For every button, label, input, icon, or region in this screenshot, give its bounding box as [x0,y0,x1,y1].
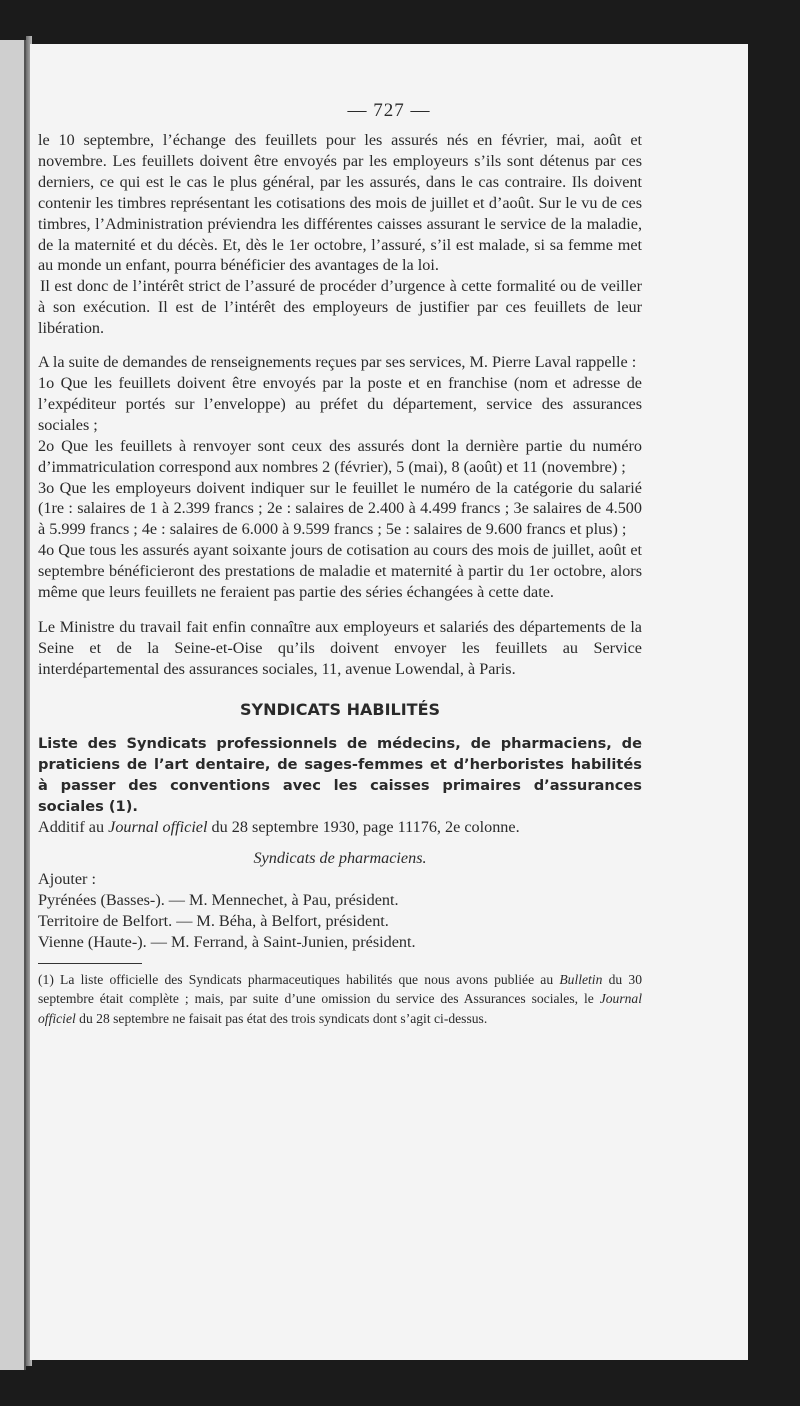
footnote-bulletin: Bulletin [559,972,603,987]
list-item-4: 4o Que tous les assurés ayant soixante jours de cotisation au cours des mois de juillet, août et septembre bénéficieront des prestations de maladie et maternité à partir du 1er octobre, alors même que leurs feuillets ne feraient pas partie des séries échangées à cette date. [38,541,642,602]
footnote-rule [38,963,142,964]
entry-pyrenees: Pyrénées (Basses-). — M. Mennechet, à Pau, président. [38,891,399,910]
body-text [38,130,642,1028]
paragraph-interest: Il est donc de l’intérêt strict de l’assuré de procéder d’urgence à cette formalité ou de veiller à son exécution. Il est de l’intérêt des employeurs de justifier par ces feuillets de leur libération. [38,277,642,338]
footnote-journal: Journal officiel [38,991,642,1026]
list-item-2: 2o Que les feuillets à renvoyer sont ceux des assurés dont la dernière partie du numéro d’immatriculation correspond aux nombres 2 (février), 5 (mai), 8 (août) et 11 (novembre) ; [38,436,642,476]
paragraph-laval-reminder: A la suite de demandes de renseignements reçues par ses services, M. Pierre Laval rappelle : [38,353,637,372]
list-item-3: 3o Que les employeurs doivent indiquer sur le feuillet le numéro de la catégorie du salarié (1re : salaires de 1 à 2.399 francs ; 2e : salaires de 2.400 à 4.499 francs ; 3e salaires de 4.500 à 5.999 francs ; 4e : salaires de 6.000 à 9.599 francs ; 5e : salaires de 9.600 francs et plus) ; [38,478,642,539]
footnote-part3: du 28 septembre ne faisait pas état des trois syndicats dont s’agit ci-dessus. [75,1010,488,1026]
section-intro: Liste des Syndicats professionnels de médecins, de pharmaciens, de praticiens de l’art dentaire, de sages-femmes et d’herboristes habilités à passer des conventions avec les caisses primaires d’assurances sociales (1). [38,734,642,815]
section-heading: SYNDICATS HABILITÉS [239,699,441,719]
additif-prefix: Additif au [38,817,109,836]
paragraph-exchange-dates: le 10 septembre, l’échange des feuillets pour les assurés nés en février, mai, août et novembre. Les feuillets doivent être envoyés par les employeurs s’ils sont détenus par ces derniers, ce qui est le cas le plus général, par les assurés, dans le cas contraire. Ils doivent contenir les timbres représentant les cotisations des mois de juillet et d’août. Sur le vu de ces timbres, l’Administration préviendra les différentes caisses assurant le service de la maladie, de la maternité et du décès. Et, dès le 1er octobre, l’assuré, s’il est malade, si sa femme met au monde un enfant, pourra bénéficier des avantages de la loi. [38,131,642,275]
list-item-1: 1o Que les feuillets doivent être envoyés par la poste et en franchise (nom et adresse de l’expéditeur portés sur l’enveloppe) au préfet du département, service des assurances sociales ; [38,373,642,434]
subheading-pharmaciens: Syndicats de pharmaciens. [253,849,427,868]
page-number: — 727 — [347,100,431,121]
entry-vienne: Vienne (Haute-). — M. Ferrand, à Saint-Junien, président. [38,933,416,952]
ajouter-label: Ajouter : [38,870,96,889]
entry-belfort: Territoire de Belfort. — M. Béha, à Belfort, président. [38,912,389,931]
footnote-part2: du 30 septembre était complète ; mais, par suite d’une omission du service des Assurances sociales, le [38,972,642,1007]
paragraph-minister: Le Ministre du travail fait enfin connaître aux employeurs et salariés des départements de la Seine et de la Seine-et-Oise qu’ils doivent envoyer les feuillets au Service interdépartemental des assurances sociales, 11, avenue Lowendal, à Paris. [38,617,642,678]
document-page [30,44,748,1360]
footnote-part1: (1) La liste officielle des Syndicats pharmaceutiques habilités que nous avons publiée au [38,972,560,987]
additif-line [38,817,642,838]
journal-title: Journal officiel [108,817,208,836]
additif-suffix: du 28 septembre 1930, page 11176, 2e colonne. [207,817,520,836]
footnote [38,970,642,1028]
facing-page-edge [0,40,26,1370]
